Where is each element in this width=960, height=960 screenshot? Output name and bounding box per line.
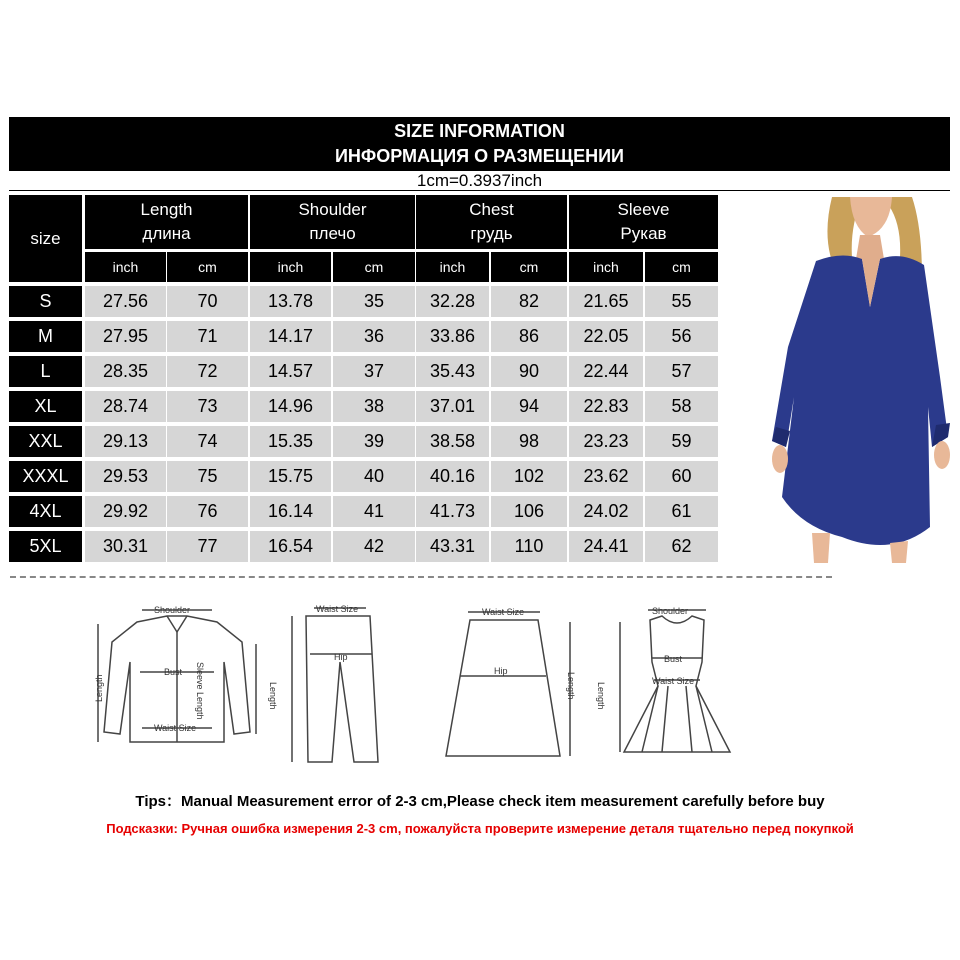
column-header-ru: Рукав — [620, 224, 667, 243]
table-cell: 41 — [333, 496, 415, 527]
size-label: S — [9, 286, 82, 317]
table-cell: 28.74 — [85, 391, 166, 422]
table-cell: 15.35 — [250, 426, 331, 457]
table-cell: 28.35 — [85, 356, 166, 387]
divider — [10, 576, 832, 578]
table-cell: 14.17 — [250, 321, 331, 352]
column-header-en: Chest — [469, 200, 514, 219]
table-cell: 76 — [167, 496, 248, 527]
column-header-shoulder — [250, 195, 415, 249]
table-cell: 55 — [645, 286, 718, 317]
table-cell: 74 — [167, 426, 248, 457]
pants-diagram — [268, 602, 384, 767]
table-cell: 59 — [645, 426, 718, 457]
column-header-chest — [416, 195, 567, 249]
table-cell: 98 — [491, 426, 567, 457]
skirt-waist-label: Waist Size — [482, 607, 525, 617]
unit-inch: inch — [569, 252, 643, 282]
table-cell: 24.02 — [569, 496, 643, 527]
skirt-length-label: Length — [566, 672, 576, 700]
shirt-waist-label: Waist Size — [154, 723, 197, 733]
table-cell: 94 — [491, 391, 567, 422]
size-label: M — [9, 321, 82, 352]
table-cell: 41.73 — [416, 496, 489, 527]
table-cell: 39 — [333, 426, 415, 457]
column-header-ru: грудь — [470, 224, 513, 243]
shirt-length-label: Length — [94, 674, 104, 702]
table-cell: 33.86 — [416, 321, 489, 352]
unit-cm: cm — [645, 252, 718, 282]
table-cell: 57 — [645, 356, 718, 387]
table-cell: 16.14 — [250, 496, 331, 527]
size-label: XL — [9, 391, 82, 422]
table-cell: 13.78 — [250, 286, 331, 317]
product-photo — [772, 197, 954, 563]
title-ru: ИНФОРМАЦИЯ О РАЗМЕЩЕНИИ — [334, 146, 624, 166]
title-en: SIZE INFORMATION — [394, 121, 565, 141]
table-cell: 70 — [167, 286, 248, 317]
dress-shoulder-label: Shoulder — [652, 606, 689, 616]
dress-diagram — [596, 602, 742, 767]
size-label: XXXL — [9, 461, 82, 492]
table-cell: 77 — [167, 531, 248, 562]
table-cell: 35.43 — [416, 356, 489, 387]
table-cell: 27.95 — [85, 321, 166, 352]
table-cell: 38 — [333, 391, 415, 422]
shirt-shoulder-label: Shoulder — [154, 605, 191, 615]
column-header-ru: плечо — [309, 224, 356, 243]
table-cell: 73 — [167, 391, 248, 422]
shirt-bust-label: Bust — [164, 667, 183, 677]
table-cell: 110 — [491, 531, 567, 562]
pants-hip-label: Hip — [334, 652, 348, 662]
unit-inch: inch — [85, 252, 166, 282]
table-cell: 29.53 — [85, 461, 166, 492]
pants-length-label: Length — [268, 682, 278, 710]
column-header-en: Shoulder — [298, 200, 367, 219]
unit-cm: cm — [333, 252, 415, 282]
table-cell: 21.65 — [569, 286, 643, 317]
table-cell: 86 — [491, 321, 567, 352]
conversion-note: 1cm=0.3937inch — [9, 171, 950, 191]
table-cell: 22.44 — [569, 356, 643, 387]
table-cell: 58 — [645, 391, 718, 422]
table-cell: 16.54 — [250, 531, 331, 562]
size-label: L — [9, 356, 82, 387]
column-header-length — [85, 195, 248, 249]
table-cell: 37 — [333, 356, 415, 387]
size-label: XXL — [9, 426, 82, 457]
table-cell: 29.13 — [85, 426, 166, 457]
table-cell: 22.05 — [569, 321, 643, 352]
table-cell: 22.83 — [569, 391, 643, 422]
table-cell: 14.57 — [250, 356, 331, 387]
shirt-diagram — [92, 602, 262, 762]
table-cell: 82 — [491, 286, 567, 317]
column-header-en: Length — [140, 200, 193, 219]
table-cell: 35 — [333, 286, 415, 317]
title-bar — [9, 117, 950, 171]
table-cell: 37.01 — [416, 391, 489, 422]
table-cell: 29.92 — [85, 496, 166, 527]
table-cell: 14.96 — [250, 391, 331, 422]
table-cell: 38.58 — [416, 426, 489, 457]
table-cell: 106 — [491, 496, 567, 527]
skirt-hip-label: Hip — [494, 666, 508, 676]
table-cell: 90 — [491, 356, 567, 387]
tips-ru: Подсказки: Ручная ошибка измерения 2-3 cm, пожалуйста проверите измерение деталя тщательно перед покупкой — [106, 821, 854, 836]
size-label: 4XL — [9, 496, 82, 527]
unit-cm: cm — [167, 252, 248, 282]
column-header-en: Sleeve — [617, 200, 670, 219]
table-cell: 102 — [491, 461, 567, 492]
dress-waist-label: Waist Size — [652, 676, 695, 686]
table-cell: 36 — [333, 321, 415, 352]
table-cell: 62 — [645, 531, 718, 562]
shirt-sleeve-label: Sleeve Length — [195, 662, 205, 720]
size-label: 5XL — [9, 531, 82, 562]
table-cell: 56 — [645, 321, 718, 352]
table-cell: 24.41 — [569, 531, 643, 562]
dress-length-label: Length — [596, 682, 606, 710]
column-header-ru: длина — [142, 224, 191, 243]
table-cell: 32.28 — [416, 286, 489, 317]
table-cell: 72 — [167, 356, 248, 387]
table-cell: 40 — [333, 461, 415, 492]
dress-bust-label: Bust — [664, 654, 683, 664]
table-cell: 71 — [167, 321, 248, 352]
table-cell: 23.23 — [569, 426, 643, 457]
unit-inch: inch — [250, 252, 331, 282]
table-cell: 43.31 — [416, 531, 489, 562]
tips-en: Tips：Manual Measurement error of 2-3 cm,Please check item measurement carefully before buy — [135, 793, 825, 810]
pants-waist-label: Waist Size — [316, 604, 359, 614]
table-cell: 15.75 — [250, 461, 331, 492]
table-cell: 75 — [167, 461, 248, 492]
table-cell: 61 — [645, 496, 718, 527]
skirt-diagram — [438, 602, 583, 762]
table-cell: 60 — [645, 461, 718, 492]
table-cell: 30.31 — [85, 531, 166, 562]
table-cell: 27.56 — [85, 286, 166, 317]
size-header: size — [9, 195, 82, 282]
unit-cm: cm — [491, 252, 567, 282]
unit-inch: inch — [416, 252, 489, 282]
column-header-sleeve — [569, 195, 718, 249]
table-cell: 23.62 — [569, 461, 643, 492]
table-cell: 42 — [333, 531, 415, 562]
table-cell: 40.16 — [416, 461, 489, 492]
